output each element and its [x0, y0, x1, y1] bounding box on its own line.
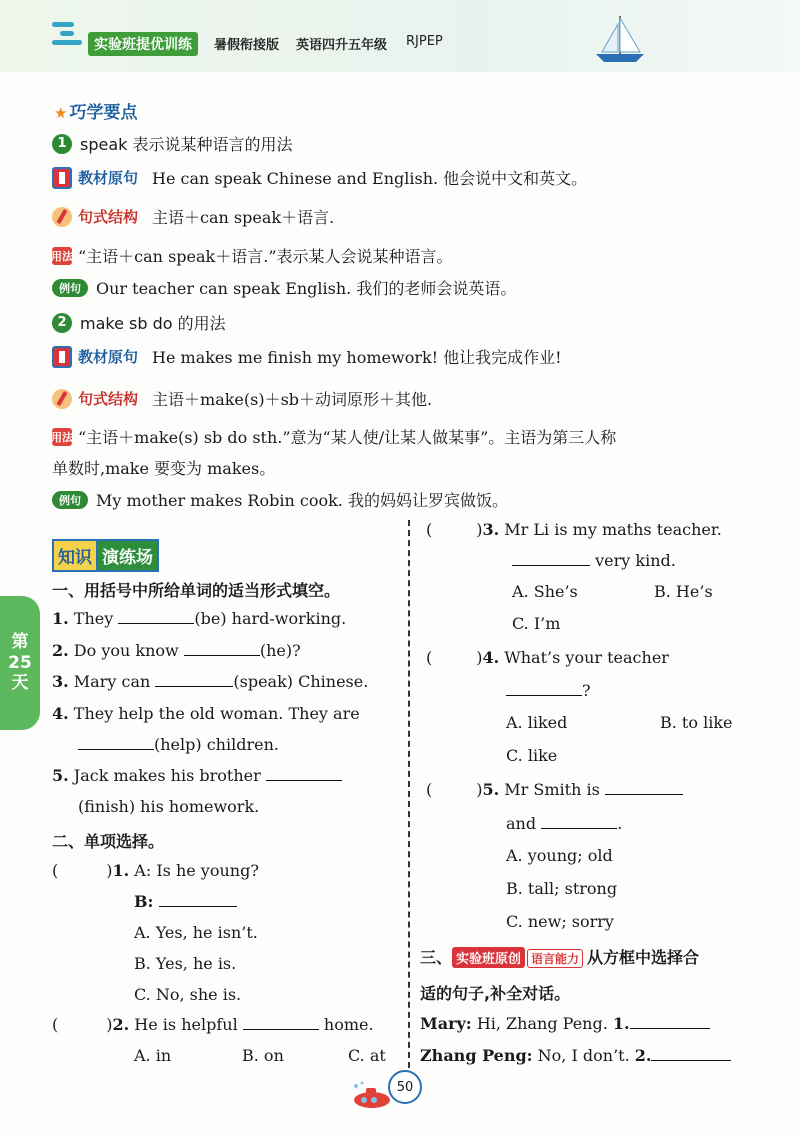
point2-example: My mother makes Robin cook. 我的妈妈让罗宾做饭。 — [96, 491, 508, 510]
point2-structure: 主语＋make(s)＋sb＋动词原形＋其他. — [152, 390, 433, 409]
part1-q5: 5. Jack makes his brother — [52, 766, 342, 785]
edition-label: 暑假衔接版 — [214, 38, 280, 53]
option-a[interactable]: A. Yes, he isn’t. — [134, 923, 258, 942]
dialogue-line-2: Zhang Peng: No, I don’t. 2. — [420, 1046, 731, 1065]
point2-number: 2 — [52, 313, 72, 333]
skill-badge: 语言能力 — [527, 949, 583, 968]
book-sentence-tag: 教材原句 — [52, 346, 138, 368]
point2-usage-line2: 单数时,make 要变为 makes。 — [52, 459, 276, 478]
dialogue-line-1: Mary: Hi, Zhang Peng. 1. — [420, 1014, 710, 1033]
usage-tag: 用法 — [52, 428, 72, 446]
answer-blank[interactable] — [243, 1016, 319, 1030]
part1-q4-cont: (help) children. — [78, 735, 279, 754]
part2-q2: ( )2. He is helpful home. — [52, 1015, 374, 1034]
point2-heading: 2 make sb do 的用法 — [52, 311, 226, 334]
option-a[interactable]: A. young; old — [506, 846, 613, 865]
point1-book-sentence: He can speak Chinese and English. 他会说中文和英文。 — [152, 169, 588, 188]
structure-tag: 句式结构 — [52, 206, 138, 227]
option-c[interactable]: C. at — [348, 1046, 386, 1065]
point1-number: 1 — [52, 134, 72, 154]
option-a[interactable]: A. in — [134, 1046, 172, 1065]
part1-q5-cont: (finish) his homework. — [78, 797, 260, 816]
point1-structure-row — [52, 205, 334, 228]
answer-blank[interactable] — [541, 815, 617, 829]
answer-blank[interactable] — [506, 682, 582, 696]
point2-book-sentence: He makes me finish my homework! 他让我完成作业! — [152, 348, 562, 367]
book-sentence-tag: 教材原句 — [52, 167, 138, 189]
part1-q1: 1. They (be) hard-working. — [52, 609, 347, 628]
option-b[interactable]: B. He’s — [654, 582, 713, 601]
part2-q4-b: ? — [506, 681, 591, 700]
point2-usage-row — [52, 425, 616, 448]
point2-example-row — [52, 488, 508, 511]
part3-heading-cont: 适的句子,补全对话。 — [420, 984, 571, 1003]
option-c[interactable]: C. new; sorry — [506, 912, 614, 931]
part1-q2: 2. Do you know (he)? — [52, 641, 301, 660]
answer-blank[interactable] — [155, 673, 233, 687]
part2-q5-b: and . — [506, 814, 623, 833]
day-side-tab: 第 25 天 — [0, 596, 40, 730]
answer-blank[interactable] — [159, 893, 237, 907]
part1-q3: 3. Mary can (speak) Chinese. — [52, 672, 369, 691]
series-title: 实验班提优训练 — [88, 32, 198, 56]
sailboat-icon — [590, 14, 650, 66]
point1-example-row — [52, 276, 516, 299]
point1-structure: 主语＋can speak＋语言. — [152, 208, 335, 227]
series-logo-icon — [52, 22, 82, 49]
answer-blank[interactable] — [78, 736, 154, 750]
part2-q5: ( )5. Mr Smith is — [426, 780, 683, 799]
option-b[interactable]: B. to like — [660, 713, 733, 732]
original-badge: 实验班原创 — [452, 947, 525, 968]
answer-blank[interactable] — [512, 552, 590, 566]
point1-book-row — [52, 166, 587, 189]
answer-blank[interactable] — [184, 642, 260, 656]
practice-title: 知识 演练场 — [52, 539, 159, 572]
example-tag: 例句 — [52, 491, 88, 509]
option-b[interactable]: B. tall; strong — [506, 879, 618, 898]
point1-usage: “主语＋can speak＋语言.”表示某人会说某种语言。 — [78, 247, 453, 266]
point1-usage-row — [52, 244, 453, 267]
point2-usage-row2 — [52, 456, 275, 479]
answer-blank[interactable] — [118, 610, 194, 624]
point1-example: Our teacher can speak English. 我们的老师会说英语。 — [96, 279, 517, 298]
book-icon — [52, 346, 72, 368]
point1-heading: 1 speak 表示说某种语言的用法 — [52, 132, 293, 155]
answer-blank[interactable] — [266, 767, 342, 781]
page-number: 50 — [388, 1070, 422, 1104]
option-a[interactable]: A. She’s — [512, 582, 578, 601]
option-a[interactable]: A. liked — [506, 713, 568, 732]
part2-q3: ( )3. Mr Li is my maths teacher. — [426, 520, 722, 539]
part2-q1-b: B: — [134, 892, 237, 911]
option-b[interactable]: B. on — [242, 1046, 284, 1065]
answer-blank[interactable] — [630, 1015, 710, 1029]
part3-heading: 三、 实验班原创 语言能力 从方框中选择合 — [420, 948, 700, 967]
option-c[interactable]: C. like — [506, 746, 558, 765]
pen-icon — [52, 207, 72, 227]
example-tag: 例句 — [52, 279, 88, 297]
option-b[interactable]: B. Yes, he is. — [134, 954, 237, 973]
part2-heading: 二、单项选择。 — [52, 832, 165, 851]
tips-title: ★ 巧学要点 — [54, 103, 138, 123]
usage-tag: 用法 — [52, 247, 72, 265]
point2-usage-line1: “主语＋make(s) sb do sth.”意为“某人使/让某人做某事”。主语为第三人称 — [78, 428, 617, 447]
star-icon: ★ — [54, 104, 68, 122]
page-header — [0, 0, 800, 72]
part2-q4: ( )4. What’s your teacher — [426, 648, 669, 667]
answer-blank[interactable] — [651, 1047, 731, 1061]
version-label: RJPEP — [406, 34, 443, 49]
structure-tag: 句式结构 — [52, 388, 138, 409]
part1-heading: 一、用括号中所给单词的适当形式填空。 — [52, 581, 341, 600]
subject-label: 英语四升五年级 — [296, 38, 388, 53]
point2-structure-row — [52, 387, 432, 410]
pen-icon — [52, 389, 72, 409]
book-icon — [52, 167, 72, 189]
part2-q3-b: very kind. — [512, 551, 676, 570]
part2-q1: ( )1. A: Is he young? — [52, 861, 259, 880]
option-c[interactable]: C. I’m — [512, 614, 561, 633]
option-c[interactable]: C. No, she is. — [134, 985, 242, 1004]
answer-blank[interactable] — [605, 781, 683, 795]
point2-book-row — [52, 345, 562, 368]
part1-q4: 4. They help the old woman. They are — [52, 704, 360, 723]
column-divider — [408, 520, 410, 1068]
